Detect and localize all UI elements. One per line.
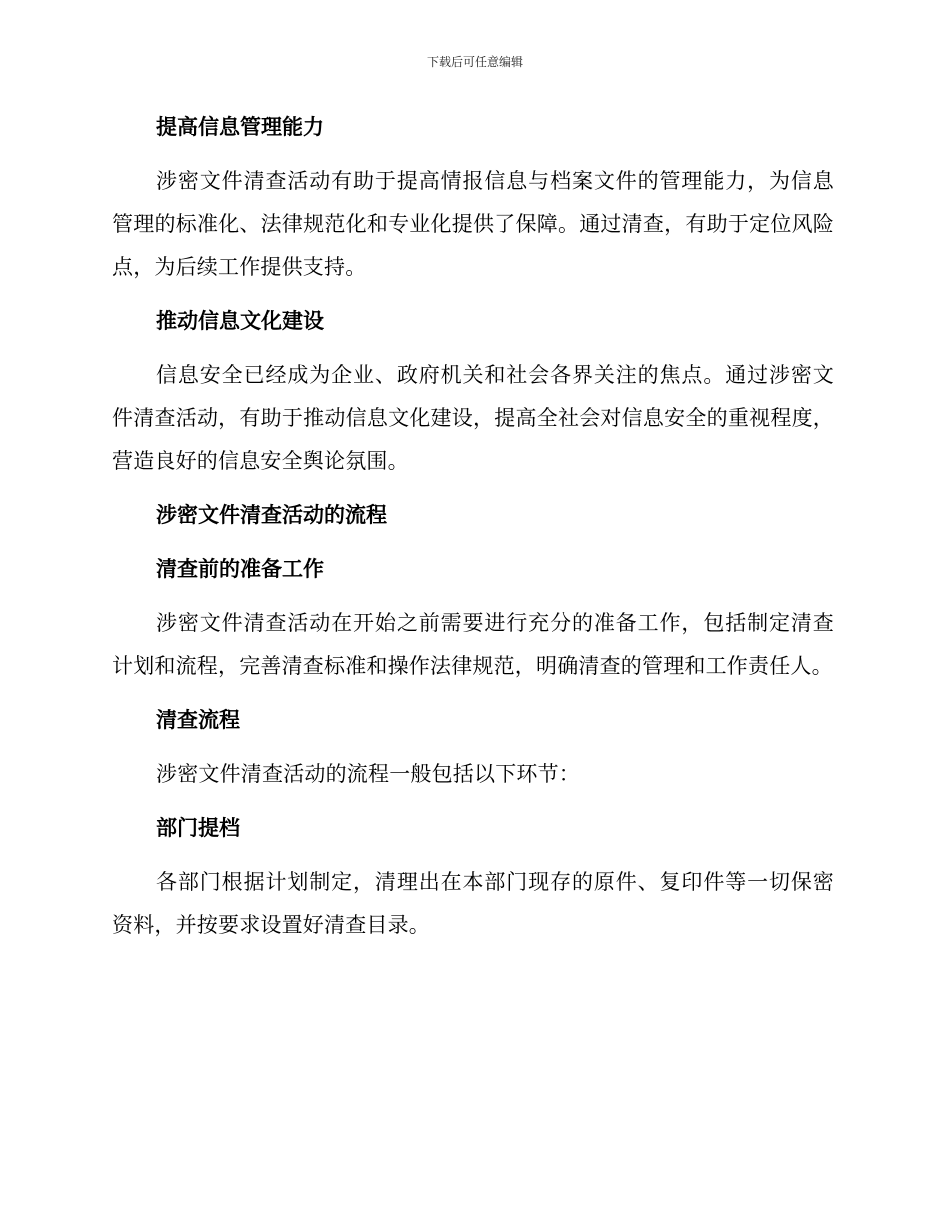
section-heading-department-filing: 部门提档 (156, 816, 240, 840)
paragraph-preparation: 涉密文件清查活动在开始之前需要进行充分的准备工作，包括制定清查计划和流程，完善清查标准和操作法律规范，明确清查的管理和工作责任人。 (112, 611, 834, 678)
paragraph-info-management: 涉密文件清查活动有助于提高情报信息与档案文件的管理能力，为信息管理的标准化、法律规范化和专业化提供了保障。通过清查，有助于定位风险点，为后续工作提供支持。 (112, 169, 834, 279)
paragraph-info-culture: 信息安全已经成为企业、政府机关和社会各界关注的焦点。通过涉密文件清查活动，有助于推动信息文化建设，提高全社会对信息安全的重视程度，营造良好的信息安全舆论氛围。 (112, 363, 834, 473)
section-heading-improve-info-management: 提高信息管理能力 (156, 115, 324, 139)
section-heading-info-culture: 推动信息文化建设 (156, 309, 324, 333)
section-heading-check-process: 清查流程 (156, 708, 240, 732)
section-heading-preparation: 清查前的准备工作 (156, 557, 324, 581)
paragraph-department-filing: 各部门根据计划制定，清理出在本部门现存的原件、复印件等一切保密资料，并按要求设置好清查目录。 (112, 870, 834, 937)
page-header-note: 下载后可任意编辑 (426, 55, 523, 69)
paragraph-check-process: 涉密文件清查活动的流程一般包括以下环节： (156, 762, 580, 786)
document-body (112, 106, 834, 958)
section-heading-process: 涉密文件清查活动的流程 (156, 503, 387, 527)
